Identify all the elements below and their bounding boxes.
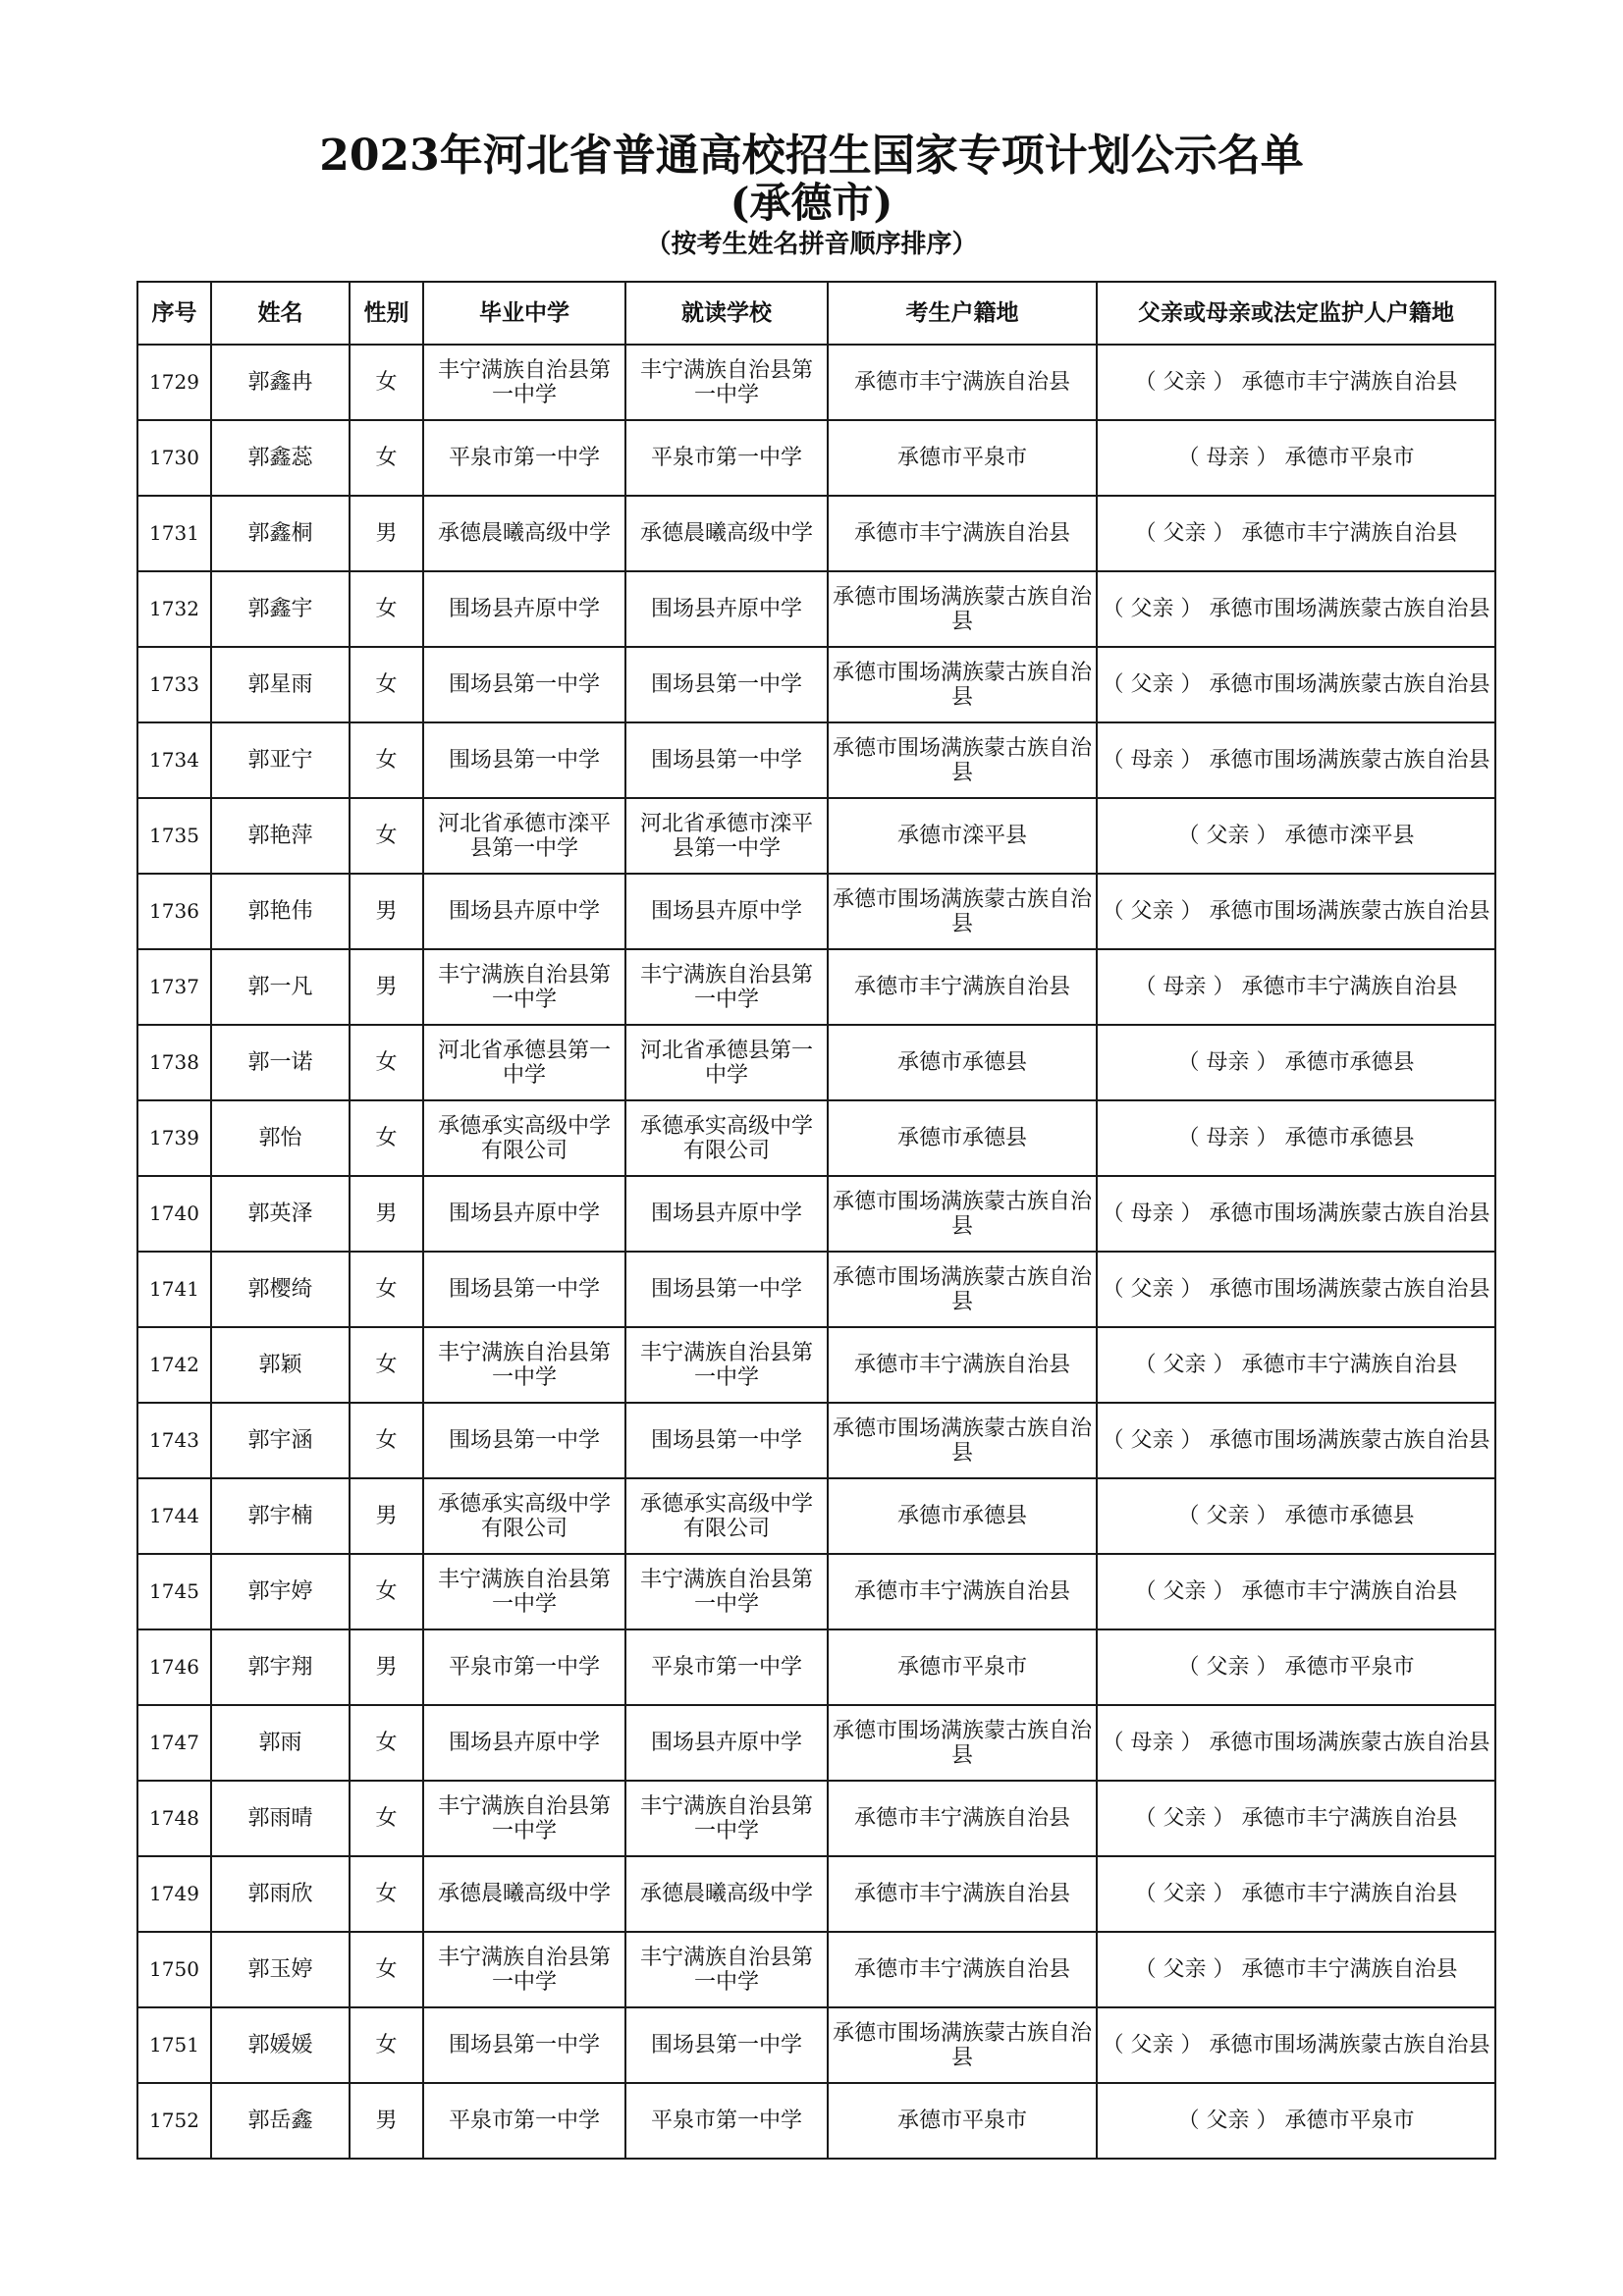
residence-cell: 承德市丰宁满族自治县: [828, 345, 1097, 420]
guardian-residence-cell: （ 母亲 ） 承德市围场满族蒙古族自治县: [1097, 1176, 1495, 1252]
guardian-residence-cell: （ 父亲 ） 承德市围场满族蒙古族自治县: [1097, 647, 1495, 722]
residence-cell: 承德市围场满族蒙古族自治县: [828, 647, 1097, 722]
current-school-cell: 丰宁满族自治县第一中学: [625, 1554, 828, 1629]
seq-cell: 1750: [137, 1932, 211, 2007]
name-cell: 郭宇翔: [211, 1629, 350, 1705]
name-cell: 郭宇楠: [211, 1478, 350, 1554]
seq-cell: 1730: [137, 420, 211, 496]
seq-cell: 1751: [137, 2007, 211, 2083]
column-header-seq: 序号: [137, 282, 211, 345]
gender-cell: 男: [350, 1629, 423, 1705]
column-header-gender: 性别: [350, 282, 423, 345]
gender-cell: 男: [350, 1478, 423, 1554]
table-row: [137, 1100, 1495, 1176]
column-header-grad-school: 毕业中学: [423, 282, 625, 345]
table-row: [137, 1327, 1495, 1403]
current-school-cell: 丰宁满族自治县第一中学: [625, 949, 828, 1025]
seq-cell: 1739: [137, 1100, 211, 1176]
page-title: 2023年河北省普通高校招生国家专项计划公示名单: [319, 131, 1304, 181]
seq-cell: 1742: [137, 1327, 211, 1403]
header-row: [137, 282, 1495, 345]
name-cell: 郭怡: [211, 1100, 350, 1176]
current-school-cell: 承德承实高级中学有限公司: [625, 1100, 828, 1176]
current-school-cell: 围场县第一中学: [625, 2007, 828, 2083]
table-row: [137, 571, 1495, 647]
name-cell: 郭岳鑫: [211, 2083, 350, 2159]
current-school-cell: 围场县卉原中学: [625, 1705, 828, 1781]
table-row: [137, 949, 1495, 1025]
current-school-cell: 围场县卉原中学: [625, 571, 828, 647]
table-row: [137, 1705, 1495, 1781]
grad-school-cell: 围场县卉原中学: [423, 571, 625, 647]
grad-school-cell: 围场县第一中学: [423, 1252, 625, 1327]
grad-school-cell: 围场县第一中学: [423, 2007, 625, 2083]
name-cell: 郭宇婷: [211, 1554, 350, 1629]
guardian-residence-cell: （ 父亲 ） 承德市丰宁满族自治县: [1097, 1554, 1495, 1629]
seq-cell: 1740: [137, 1176, 211, 1252]
name-cell: 郭宇涵: [211, 1403, 350, 1478]
name-cell: 郭雨欣: [211, 1856, 350, 1932]
gender-cell: 男: [350, 874, 423, 949]
guardian-residence-cell: （ 母亲 ） 承德市承德县: [1097, 1025, 1495, 1100]
gender-cell: 女: [350, 1705, 423, 1781]
grad-school-cell: 围场县第一中学: [423, 1403, 625, 1478]
guardian-residence-cell: （ 父亲 ） 承德市滦平县: [1097, 798, 1495, 874]
current-school-cell: 围场县第一中学: [625, 1252, 828, 1327]
current-school-cell: 围场县第一中学: [625, 722, 828, 798]
current-school-cell: 平泉市第一中学: [625, 420, 828, 496]
grad-school-cell: 围场县卉原中学: [423, 874, 625, 949]
grad-school-cell: 围场县卉原中学: [423, 1705, 625, 1781]
seq-cell: 1752: [137, 2083, 211, 2159]
residence-cell: 承德市丰宁满族自治县: [828, 1327, 1097, 1403]
grad-school-cell: 承德晨曦高级中学: [423, 496, 625, 571]
residence-cell: 承德市围场满族蒙古族自治县: [828, 722, 1097, 798]
gender-cell: 女: [350, 1403, 423, 1478]
seq-cell: 1732: [137, 571, 211, 647]
guardian-residence-cell: （ 父亲 ） 承德市围场满族蒙古族自治县: [1097, 874, 1495, 949]
seq-cell: 1731: [137, 496, 211, 571]
gender-cell: 女: [350, 798, 423, 874]
name-cell: 郭鑫宇: [211, 571, 350, 647]
gender-cell: 女: [350, 1100, 423, 1176]
gender-cell: 女: [350, 420, 423, 496]
guardian-residence-cell: （ 父亲 ） 承德市丰宁满族自治县: [1097, 1781, 1495, 1856]
column-header-name: 姓名: [211, 282, 350, 345]
seq-cell: 1733: [137, 647, 211, 722]
gender-cell: 女: [350, 1781, 423, 1856]
current-school-cell: 承德晨曦高级中学: [625, 496, 828, 571]
name-cell: 郭鑫冉: [211, 345, 350, 420]
residence-cell: 承德市丰宁满族自治县: [828, 496, 1097, 571]
grad-school-cell: 丰宁满族自治县第一中学: [423, 1932, 625, 2007]
guardian-residence-cell: （ 母亲 ） 承德市承德县: [1097, 1100, 1495, 1176]
table-row: [137, 647, 1495, 722]
current-school-cell: 平泉市第一中学: [625, 1629, 828, 1705]
residence-cell: 承德市承德县: [828, 1025, 1097, 1100]
guardian-residence-cell: （ 父亲 ） 承德市围场满族蒙古族自治县: [1097, 1252, 1495, 1327]
table-row: [137, 1932, 1495, 2007]
name-cell: 郭艳萍: [211, 798, 350, 874]
gender-cell: 女: [350, 2007, 423, 2083]
grad-school-cell: 河北省承德市滦平县第一中学: [423, 798, 625, 874]
grad-school-cell: 平泉市第一中学: [423, 1629, 625, 1705]
residence-cell: 承德市围场满族蒙古族自治县: [828, 1403, 1097, 1478]
residence-cell: 承德市丰宁满族自治县: [828, 1856, 1097, 1932]
name-cell: 郭艳伟: [211, 874, 350, 949]
name-cell: 郭媛媛: [211, 2007, 350, 2083]
table-row: [137, 2083, 1495, 2159]
residence-cell: 承德市平泉市: [828, 420, 1097, 496]
table-row: [137, 1478, 1495, 1554]
table-row: [137, 1856, 1495, 1932]
table-row: [137, 2007, 1495, 2083]
current-school-cell: 承德承实高级中学有限公司: [625, 1478, 828, 1554]
column-header-residence: 考生户籍地: [828, 282, 1097, 345]
table-row: [137, 1629, 1495, 1705]
residence-cell: 承德市平泉市: [828, 1629, 1097, 1705]
current-school-cell: 围场县卉原中学: [625, 1176, 828, 1252]
gender-cell: 女: [350, 571, 423, 647]
residence-cell: 承德市丰宁满族自治县: [828, 1781, 1097, 1856]
residence-cell: 承德市围场满族蒙古族自治县: [828, 874, 1097, 949]
current-school-cell: 围场县第一中学: [625, 1403, 828, 1478]
table-row: [137, 1781, 1495, 1856]
name-cell: 郭颖: [211, 1327, 350, 1403]
residence-cell: 承德市丰宁满族自治县: [828, 1554, 1097, 1629]
guardian-residence-cell: （ 母亲 ） 承德市围场满族蒙古族自治县: [1097, 722, 1495, 798]
table-row: [137, 1176, 1495, 1252]
guardian-residence-cell: （ 父亲 ） 承德市围场满族蒙古族自治县: [1097, 2007, 1495, 2083]
grad-school-cell: 丰宁满族自治县第一中学: [423, 1327, 625, 1403]
guardian-residence-cell: （ 父亲 ） 承德市围场满族蒙古族自治县: [1097, 571, 1495, 647]
grad-school-cell: 承德晨曦高级中学: [423, 1856, 625, 1932]
guardian-residence-cell: （ 母亲 ） 承德市围场满族蒙古族自治县: [1097, 1705, 1495, 1781]
seq-cell: 1736: [137, 874, 211, 949]
guardian-residence-cell: （ 父亲 ） 承德市承德县: [1097, 1478, 1495, 1554]
grad-school-cell: 平泉市第一中学: [423, 2083, 625, 2159]
name-cell: 郭鑫蕊: [211, 420, 350, 496]
grad-school-cell: 平泉市第一中学: [423, 420, 625, 496]
seq-cell: 1744: [137, 1478, 211, 1554]
table-body: [137, 345, 1495, 2159]
residence-cell: 承德市围场满族蒙古族自治县: [828, 2007, 1097, 2083]
grad-school-cell: 承德承实高级中学有限公司: [423, 1100, 625, 1176]
guardian-residence-cell: （ 父亲 ） 承德市丰宁满族自治县: [1097, 345, 1495, 420]
grad-school-cell: 河北省承德县第一中学: [423, 1025, 625, 1100]
page-subtitle: (承德市): [730, 179, 893, 227]
table-row: [137, 1403, 1495, 1478]
residence-cell: 承德市围场满族蒙古族自治县: [828, 1176, 1097, 1252]
residence-cell: 承德市滦平县: [828, 798, 1097, 874]
gender-cell: 女: [350, 1327, 423, 1403]
name-cell: 郭一诺: [211, 1025, 350, 1100]
name-cell: 郭雨晴: [211, 1781, 350, 1856]
current-school-cell: 围场县第一中学: [625, 647, 828, 722]
residence-cell: 承德市丰宁满族自治县: [828, 1932, 1097, 2007]
name-cell: 郭鑫桐: [211, 496, 350, 571]
gender-cell: 男: [350, 1176, 423, 1252]
gender-cell: 女: [350, 1856, 423, 1932]
residence-cell: 承德市平泉市: [828, 2083, 1097, 2159]
current-school-cell: 丰宁满族自治县第一中学: [625, 1932, 828, 2007]
gender-cell: 女: [350, 1932, 423, 2007]
guardian-residence-cell: （ 父亲 ） 承德市丰宁满族自治县: [1097, 1327, 1495, 1403]
table-header: [137, 282, 1495, 345]
guardian-residence-cell: （ 父亲 ） 承德市围场满族蒙古族自治县: [1097, 1403, 1495, 1478]
table-row: [137, 496, 1495, 571]
table-row: [137, 420, 1495, 496]
gender-cell: 男: [350, 496, 423, 571]
current-school-cell: 平泉市第一中学: [625, 2083, 828, 2159]
current-school-cell: 河北省承德县第一中学: [625, 1025, 828, 1100]
grad-school-cell: 围场县卉原中学: [423, 1176, 625, 1252]
grad-school-cell: 围场县第一中学: [423, 722, 625, 798]
seq-cell: 1747: [137, 1705, 211, 1781]
guardian-residence-cell: （ 父亲 ） 承德市丰宁满族自治县: [1097, 496, 1495, 571]
guardian-residence-cell: （ 父亲 ） 承德市平泉市: [1097, 1629, 1495, 1705]
name-cell: 郭雨: [211, 1705, 350, 1781]
gender-cell: 女: [350, 1554, 423, 1629]
seq-cell: 1737: [137, 949, 211, 1025]
current-school-cell: 河北省承德市滦平县第一中学: [625, 798, 828, 874]
table-row: [137, 1554, 1495, 1629]
column-header-current-school: 就读学校: [625, 282, 828, 345]
table-row: [137, 1252, 1495, 1327]
guardian-residence-cell: （ 父亲 ） 承德市丰宁满族自治县: [1097, 1856, 1495, 1932]
residence-cell: 承德市承德县: [828, 1100, 1097, 1176]
sort-note: （按考生姓名拼音顺序排序）: [645, 230, 978, 259]
seq-cell: 1729: [137, 345, 211, 420]
seq-cell: 1745: [137, 1554, 211, 1629]
seq-cell: 1738: [137, 1025, 211, 1100]
name-cell: 郭玉婷: [211, 1932, 350, 2007]
roster-table: [136, 281, 1496, 2160]
seq-cell: 1741: [137, 1252, 211, 1327]
name-cell: 郭樱绮: [211, 1252, 350, 1327]
gender-cell: 男: [350, 949, 423, 1025]
seq-cell: 1749: [137, 1856, 211, 1932]
guardian-residence-cell: （ 父亲 ） 承德市丰宁满族自治县: [1097, 1932, 1495, 2007]
seq-cell: 1743: [137, 1403, 211, 1478]
residence-cell: 承德市承德县: [828, 1478, 1097, 1554]
name-cell: 郭一凡: [211, 949, 350, 1025]
seq-cell: 1746: [137, 1629, 211, 1705]
gender-cell: 女: [350, 647, 423, 722]
guardian-residence-cell: （ 母亲 ） 承德市平泉市: [1097, 420, 1495, 496]
table-row: [137, 345, 1495, 420]
column-header-guardian-residence: 父亲或母亲或法定监护人户籍地: [1097, 282, 1495, 345]
current-school-cell: 丰宁满族自治县第一中学: [625, 1327, 828, 1403]
grad-school-cell: 丰宁满族自治县第一中学: [423, 1554, 625, 1629]
current-school-cell: 围场县卉原中学: [625, 874, 828, 949]
seq-cell: 1735: [137, 798, 211, 874]
gender-cell: 女: [350, 345, 423, 420]
seq-cell: 1748: [137, 1781, 211, 1856]
current-school-cell: 丰宁满族自治县第一中学: [625, 1781, 828, 1856]
residence-cell: 承德市围场满族蒙古族自治县: [828, 571, 1097, 647]
guardian-residence-cell: （ 母亲 ） 承德市丰宁满族自治县: [1097, 949, 1495, 1025]
current-school-cell: 承德晨曦高级中学: [625, 1856, 828, 1932]
guardian-residence-cell: （ 父亲 ） 承德市平泉市: [1097, 2083, 1495, 2159]
gender-cell: 男: [350, 2083, 423, 2159]
residence-cell: 承德市丰宁满族自治县: [828, 949, 1097, 1025]
residence-cell: 承德市围场满族蒙古族自治县: [828, 1705, 1097, 1781]
name-cell: 郭亚宁: [211, 722, 350, 798]
grad-school-cell: 承德承实高级中学有限公司: [423, 1478, 625, 1554]
table-row: [137, 874, 1495, 949]
gender-cell: 女: [350, 722, 423, 798]
grad-school-cell: 丰宁满族自治县第一中学: [423, 949, 625, 1025]
residence-cell: 承德市围场满族蒙古族自治县: [828, 1252, 1097, 1327]
current-school-cell: 丰宁满族自治县第一中学: [625, 345, 828, 420]
name-cell: 郭星雨: [211, 647, 350, 722]
table-row: [137, 722, 1495, 798]
grad-school-cell: 丰宁满族自治县第一中学: [423, 345, 625, 420]
grad-school-cell: 丰宁满族自治县第一中学: [423, 1781, 625, 1856]
gender-cell: 女: [350, 1252, 423, 1327]
grad-school-cell: 围场县第一中学: [423, 647, 625, 722]
seq-cell: 1734: [137, 722, 211, 798]
name-cell: 郭英泽: [211, 1176, 350, 1252]
table-row: [137, 798, 1495, 874]
table-row: [137, 1025, 1495, 1100]
gender-cell: 女: [350, 1025, 423, 1100]
